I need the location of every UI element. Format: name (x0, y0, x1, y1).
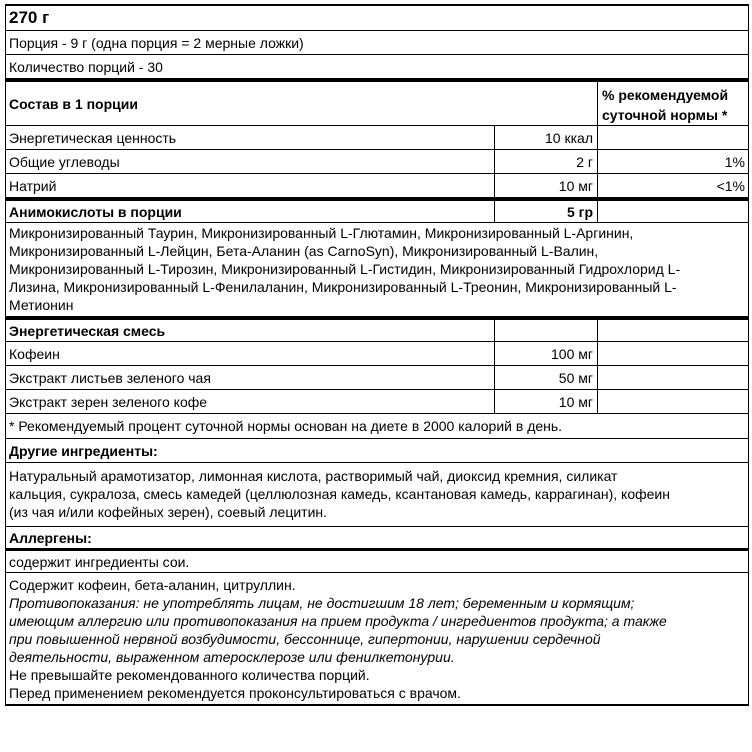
allergens-row (5, 549, 749, 573)
servings-count-row (5, 55, 749, 79)
nutrient-daily-value: <1% (597, 174, 748, 197)
nutrient-name: Натрий (9, 177, 57, 194)
energy-empty-amount (494, 320, 597, 341)
warnings-block (5, 573, 749, 706)
serving-row (5, 31, 749, 55)
energy-ingredient-name: Кофеин (9, 345, 60, 362)
amino-empty-cell (597, 201, 748, 222)
contraindications-line: деятельности, выраженном атеросклерозе или фенилкетонурии. (9, 649, 455, 665)
other-ingredients-list (5, 463, 749, 527)
energy-row (5, 342, 749, 366)
energy-ingredient-name: Экстракт листьев зеленого чая (9, 369, 211, 386)
servings-count: Количество порций - 30 (9, 58, 163, 75)
amino-list-line: Микронизированный L-Тирозин, Микронизированный L-Гистидин, Микронизированный Гидрохлорид L- (9, 261, 681, 277)
nutrient-amount: 2 г (494, 150, 597, 173)
nutrient-name: Энергетическая ценность (9, 129, 177, 146)
nutrient-row (5, 126, 749, 150)
energy-ingredient-amount: 10 мг (494, 390, 597, 413)
nutrition-facts-table (5, 4, 749, 706)
allergens-title: Аллергены: (9, 529, 92, 546)
dose-warning: Не превышайте рекомендованного количества порций. (9, 667, 370, 683)
package-weight: 270 г (9, 8, 50, 27)
energy-ingredient-dv (597, 390, 748, 413)
allergens-header-row (5, 527, 749, 549)
doctor-warning: Перед применением рекомендуется проконсультироваться с врачом. (9, 685, 461, 701)
amino-list-line: Микронизированный L-Лейцин, Бета-Аланин (as CarnoSyn), Микронизированный L-Валин, (9, 243, 599, 259)
energy-ingredient-dv (597, 366, 748, 389)
energy-ingredient-amount: 50 мг (494, 366, 597, 389)
nutrient-row (5, 174, 749, 198)
other-ingredients-line: Натуральный арамотизатор, лимонная кислота, растворимый чай, диоксид кремния, силикат (9, 468, 618, 484)
nutrient-daily-value: 1% (597, 150, 748, 173)
amino-list-line: Метионин (9, 297, 74, 313)
nutrient-name: Общие углеводы (9, 153, 120, 170)
energy-header-row (5, 317, 749, 342)
footnote-row (5, 414, 749, 439)
other-header-row (5, 439, 749, 463)
daily-value-footnote: * Рекомендуемый процент суточной нормы основан на диете в 2000 калорий в день. (9, 418, 563, 434)
energy-ingredient-dv (597, 342, 748, 365)
other-ingredients-line: (из чая и/или кофейных зерен), соевый лецитин. (9, 504, 328, 520)
nutrient-row (5, 150, 749, 174)
energy-row (5, 366, 749, 390)
energy-empty-dv (597, 320, 748, 341)
energy-ingredient-amount: 100 мг (494, 342, 597, 365)
nutrient-amount: 10 ккал (494, 126, 597, 149)
serving-size: Порция - 9 г (одна порция = 2 мерные ложки) (9, 34, 304, 51)
amino-header-row (5, 198, 749, 223)
daily-value-header-line2: суточной нормы * (602, 107, 728, 123)
composition-title: Состав в 1 порции (9, 95, 138, 112)
other-ingredients-title: Другие ингредиенты: (9, 442, 158, 459)
caffeine-warning: Содержит кофеин, бета-аланин, цитруллин. (9, 577, 296, 593)
energy-title: Энергетическая смесь (9, 322, 166, 339)
daily-value-header (597, 82, 748, 125)
amino-list (5, 223, 749, 317)
other-ingredients-line: кальция, сукралоза, смесь камедей (целлюлозная камедь, ксантановая камедь, каррагинан), кофеин (9, 486, 670, 502)
daily-value-header-line1: % рекомендуемой (602, 87, 729, 103)
nutrient-amount: 10 мг (494, 174, 597, 197)
energy-row (5, 390, 749, 414)
nutrient-daily-value (597, 126, 748, 149)
contraindications-line: при повышенной нервной возбудимости, бессоннице, гипертонии, нарушении сердечной (9, 631, 601, 647)
amino-list-line: Микронизированный Таурин, Микронизированный L-Глютамин, Микронизированный L-Аргинин, (9, 225, 634, 241)
weight-row (5, 4, 749, 31)
composition-header-row (5, 79, 749, 126)
amino-title: Анимокислоты в порции (9, 203, 182, 220)
contraindications-line: Противопоказания: не употреблять лицам, не достигшим 18 лет; беременным и кормящим; (9, 595, 635, 611)
contraindications-line: имеющим аллергию или противопоказания на прием продукта / ингредиентов продукта; а также (9, 613, 667, 629)
allergens-text: содержит ингредиенты сои. (9, 553, 190, 570)
amino-list-line: Лизина, Микронизированный L-Фенилаланин, Микронизированный L-Треонин, Микронизированный L- (9, 279, 677, 295)
amino-amount: 5 гр (494, 201, 597, 222)
energy-ingredient-name: Экстракт зерен зеленого кофе (9, 393, 208, 410)
